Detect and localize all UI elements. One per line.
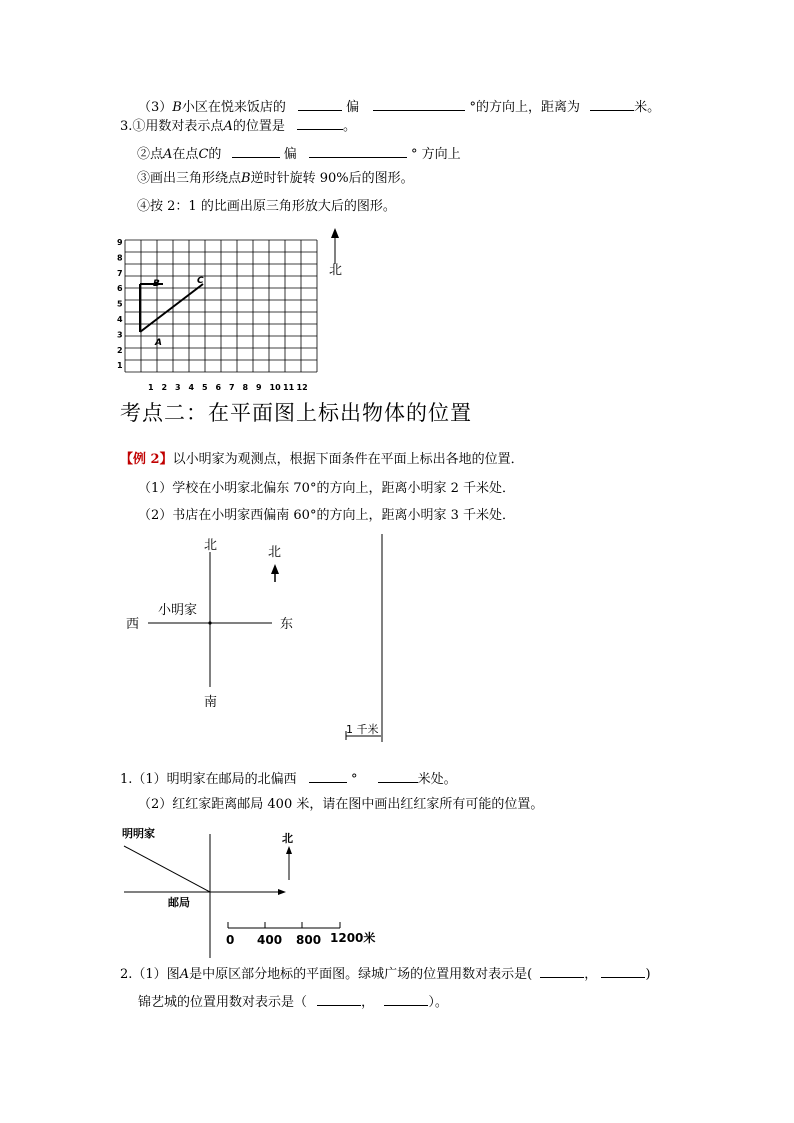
scale-label: 1 千米: [346, 723, 379, 736]
grid-y-tick-label: 4: [117, 315, 123, 324]
grid-x-tick-label: 1: [148, 383, 154, 392]
answer-blank[interactable]: [373, 98, 465, 111]
post-office-figure: [120, 824, 384, 960]
grid-y-tick-label: 8: [117, 253, 123, 263]
answer-blank[interactable]: [232, 145, 280, 158]
grid-x-tick-label: 4: [188, 383, 195, 392]
question-3-part4: ④按 2：1 的比画出原三角形放大后的图形。: [137, 199, 396, 214]
question-3-part2: ②点A在点C的 偏 ° 方向上: [137, 147, 461, 162]
scale-tick-1200: 1200米: [330, 931, 376, 945]
north-arrow-label: 北: [268, 545, 282, 560]
example-2-condition-2: （2）书店在小明家西偏南 60°的方向上，距离小明家 3 千米处．: [138, 508, 515, 523]
grid-x-tick-label: 3: [175, 383, 181, 392]
question-3-part3: ③画出三角形绕点B逆时针旋转 90%后的图形。: [137, 171, 414, 186]
xiaoming-home-label: 小明家: [158, 603, 198, 618]
scale-tick-0: 0: [226, 933, 235, 947]
question-2-part1: 2.（1）图A是中原区部分地标的平面图。绿城广场的位置用数对表示是( ， ): [120, 967, 651, 982]
north-arrow-label: 北: [282, 832, 293, 845]
answer-blank[interactable]: [309, 770, 347, 783]
grid-y-tick-label: 3: [117, 330, 123, 340]
answer-blank[interactable]: [384, 993, 428, 1006]
answer-blank[interactable]: [309, 145, 407, 158]
grid-x-tick-label: 12: [296, 383, 308, 392]
question-2-part2: 锦艺城的位置用数对表示是（ ， ）。: [138, 995, 448, 1010]
grid-y-tick-label: 5: [117, 299, 123, 309]
triangle-side-ac: [140, 284, 203, 332]
answer-blank[interactable]: [540, 965, 584, 978]
answer-blank[interactable]: [298, 98, 342, 111]
grid-x-tick-label: 6: [215, 383, 222, 392]
north-arrow-head: [271, 564, 279, 574]
grid-y-tick-label: 7: [117, 268, 123, 278]
grid-y-labels: [117, 238, 123, 370]
grid-x-tick-label: 8: [242, 383, 249, 392]
example-2-intro: 【例 2】以小明家为观测点，根据下面条件在平面上标出各地的位置．: [120, 452, 524, 467]
compass-north-label: 北: [204, 538, 218, 553]
north-label: 北: [329, 263, 343, 278]
grid-y-tick-label: 6: [117, 284, 123, 294]
question-3-part1: 3.①用数对表示点A的位置是 。: [120, 119, 356, 134]
grid-lines: [125, 240, 317, 372]
grid-y-tick-label: 9: [117, 238, 123, 247]
grid-x-tick-label: 7: [229, 383, 235, 392]
point-label-a: A: [155, 338, 162, 348]
observation-point: [208, 621, 211, 624]
grid-x-labels: [148, 383, 308, 392]
point-label-b: B: [153, 279, 160, 289]
grid-x-tick-label: 9: [256, 383, 262, 392]
scale-tick-400: 400: [257, 933, 283, 947]
compass-south-label: 南: [204, 695, 218, 710]
answer-blank[interactable]: [378, 770, 418, 783]
answer-blank[interactable]: [601, 965, 645, 978]
grid-x-tick-label: 5: [202, 383, 208, 392]
answer-blank[interactable]: [297, 117, 343, 130]
answer-blank[interactable]: [590, 98, 634, 111]
mingming-home-label: 明明家: [122, 827, 155, 840]
question-1-part1: 1.（1）明明家在邮局的北偏西 ° 米处。: [120, 772, 457, 787]
grid-x-tick-label: 11: [283, 383, 295, 392]
north-arrow-head: [331, 228, 339, 238]
example-2-condition-1: （1）学校在小明家北偏东 70°的方向上，距离小明家 2 千米处．: [138, 481, 515, 496]
question-3-3: （3）B小区在悦来饭店的 偏 °的方向上，距离为 米。: [138, 100, 661, 115]
post-office-label: 邮局: [168, 896, 190, 909]
grid-y-tick-label: 2: [117, 345, 123, 355]
compass-west-label: 西: [126, 617, 140, 632]
scale-tick-800: 800: [296, 933, 322, 947]
grid-y-tick-label: 1: [117, 361, 123, 371]
grid-x-tick-label: 2: [161, 383, 168, 392]
compass-figure: [120, 532, 384, 744]
coordinate-grid-figure: [115, 224, 355, 396]
answer-blank[interactable]: [317, 993, 361, 1006]
home-direction-line: [124, 846, 210, 892]
question-1-part2: （2）红红家距离邮局 400 米，请在图中画出红红家所有可能的位置。: [138, 797, 544, 812]
north-arrow-head: [286, 846, 292, 854]
section-heading: 考点二：在平面图上标出物体的位置: [120, 401, 472, 425]
point-label-c: C: [197, 276, 204, 286]
compass-east-label: 东: [280, 617, 294, 632]
grid-x-tick-label: 10: [269, 383, 281, 392]
